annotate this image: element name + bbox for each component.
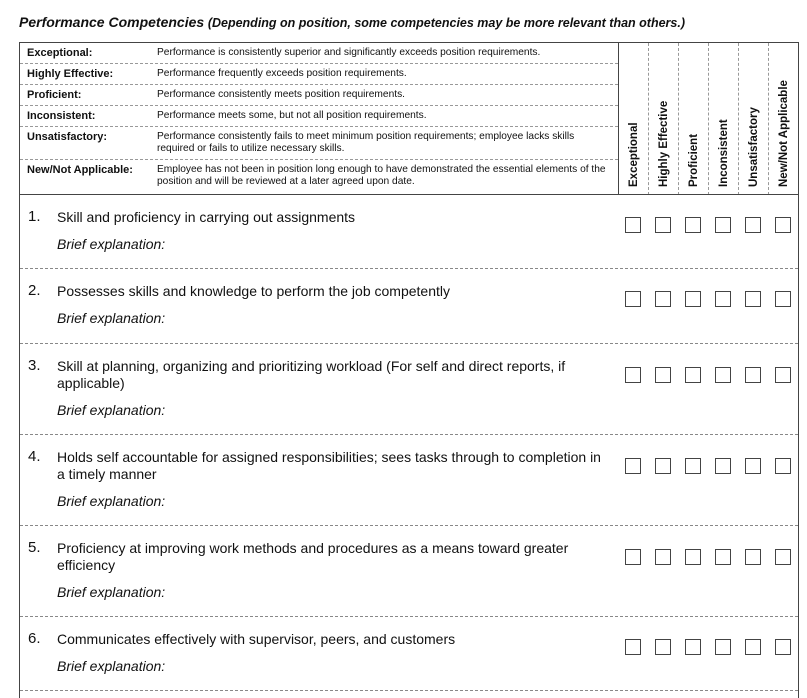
checkbox-inconsistent[interactable] (715, 291, 731, 307)
checkbox-unsatisfactory[interactable] (745, 217, 761, 233)
checkbox-new-not-applicable[interactable] (775, 367, 791, 383)
competency-list (19, 194, 799, 698)
checkbox-exceptional[interactable] (625, 367, 641, 383)
checkbox-exceptional[interactable] (625, 639, 641, 655)
item-number: 3. (28, 357, 41, 374)
legend-definition: Performance meets some, but not all position requirements. (157, 110, 427, 121)
column-header-new-not-applicable (768, 43, 798, 195)
competency-item (20, 344, 798, 435)
checkbox-inconsistent[interactable] (715, 458, 731, 474)
legend-row (20, 64, 618, 85)
item-text: Proficiency at improving work methods and procedures as a means toward greater efficiency (57, 540, 569, 573)
checkbox-unsatisfactory[interactable] (745, 367, 761, 383)
explanation-label[interactable]: Brief explanation: (57, 493, 166, 509)
section-title (19, 14, 685, 30)
legend-term: Unsatisfactory: (27, 131, 108, 143)
checkbox-unsatisfactory[interactable] (745, 291, 761, 307)
rating-checkboxes (625, 549, 795, 569)
checkbox-unsatisfactory[interactable] (745, 458, 761, 474)
checkbox-new-not-applicable[interactable] (775, 549, 791, 565)
item-number: 2. (28, 282, 41, 299)
checkbox-highly-effective[interactable] (655, 639, 671, 655)
item-number: 1. (28, 208, 41, 225)
column-label: Highly Effective (657, 100, 670, 187)
legend-row (20, 43, 618, 64)
column-header-inconsistent (708, 43, 738, 195)
legend-row (20, 160, 618, 195)
explanation-label[interactable]: Brief explanation: (57, 310, 166, 326)
item-number: 4. (28, 448, 41, 465)
explanation-label[interactable]: Brief explanation: (57, 236, 166, 252)
item-text: Communicates effectively with supervisor, peers, and customers (57, 631, 456, 647)
legend-definition: Employee has not been in position long enough to have demonstrated the essential elements of the position and will be reviewed at a later agreed upon date. (157, 164, 606, 187)
explanation-label[interactable]: Brief explanation: (57, 658, 166, 674)
checkbox-new-not-applicable[interactable] (775, 291, 791, 307)
legend-term: Inconsistent: (27, 110, 96, 122)
checkbox-proficient[interactable] (685, 549, 701, 565)
checkbox-proficient[interactable] (685, 367, 701, 383)
column-header-highly-effective (648, 43, 678, 195)
title-main: Performance Competencies (19, 14, 205, 30)
legend-term: Exceptional: (27, 47, 93, 59)
checkbox-exceptional[interactable] (625, 291, 641, 307)
column-label: New/Not Applicable (777, 80, 790, 187)
rating-checkboxes (625, 291, 795, 311)
column-label: Inconsistent (717, 119, 730, 187)
column-header-exceptional (618, 43, 648, 195)
item-text: Skill and proficiency in carrying out assignments (57, 209, 356, 225)
item-text: Possesses skills and knowledge to perform the job competently (57, 283, 450, 299)
column-label: Unsatisfactory (747, 107, 760, 187)
legend-term: Proficient: (27, 89, 82, 101)
competency-item (20, 435, 798, 526)
legend-term: New/Not Applicable: (27, 164, 133, 176)
rating-column-headers (618, 42, 799, 194)
legend-definition: Performance consistently meets position requirements. (157, 89, 406, 100)
rating-legend (19, 42, 618, 194)
checkbox-proficient[interactable] (685, 217, 701, 233)
checkbox-exceptional[interactable] (625, 458, 641, 474)
rating-checkboxes (625, 639, 795, 659)
legend-row (20, 85, 618, 106)
checkbox-proficient[interactable] (685, 291, 701, 307)
legend-definition: Performance is consistently superior and significantly exceeds position requirements. (157, 47, 541, 58)
checkbox-unsatisfactory[interactable] (745, 639, 761, 655)
competency-item (20, 195, 798, 269)
rating-checkboxes (625, 217, 795, 237)
column-label: Exceptional (627, 122, 640, 187)
checkbox-inconsistent[interactable] (715, 217, 731, 233)
legend-row (20, 127, 618, 160)
checkbox-unsatisfactory[interactable] (745, 549, 761, 565)
rating-checkboxes (625, 458, 795, 478)
checkbox-highly-effective[interactable] (655, 291, 671, 307)
item-text: Holds self accountable for assigned responsibilities; sees tasks through to completion in a timely manner (57, 449, 601, 482)
checkbox-proficient[interactable] (685, 639, 701, 655)
checkbox-exceptional[interactable] (625, 549, 641, 565)
checkbox-highly-effective[interactable] (655, 549, 671, 565)
checkbox-proficient[interactable] (685, 458, 701, 474)
explanation-label[interactable]: Brief explanation: (57, 402, 166, 418)
item-text: Skill at planning, organizing and prioritizing workload (For self and direct reports, if applicable) (57, 358, 566, 391)
legend-term: Highly Effective: (27, 68, 114, 80)
checkbox-new-not-applicable[interactable] (775, 639, 791, 655)
column-header-unsatisfactory (738, 43, 768, 195)
legend-definition: Performance frequently exceeds position requirements. (157, 68, 407, 79)
checkbox-new-not-applicable[interactable] (775, 217, 791, 233)
column-header-proficient (678, 43, 708, 195)
checkbox-exceptional[interactable] (625, 217, 641, 233)
checkbox-inconsistent[interactable] (715, 367, 731, 383)
legend-definition: Performance consistently fails to meet minimum position requirements; employee lacks skills required or fails to utilize necessary skills. (157, 131, 575, 154)
title-note: (Depending on position, some competencies may be more relevant than others.) (207, 16, 685, 30)
competency-item (20, 526, 798, 617)
checkbox-highly-effective[interactable] (655, 458, 671, 474)
rating-checkboxes (625, 367, 795, 387)
explanation-label[interactable]: Brief explanation: (57, 584, 166, 600)
checkbox-inconsistent[interactable] (715, 549, 731, 565)
competency-item (20, 617, 798, 691)
checkbox-highly-effective[interactable] (655, 367, 671, 383)
competency-item (20, 269, 798, 344)
item-number: 6. (28, 630, 41, 647)
item-number: 5. (28, 539, 41, 556)
checkbox-highly-effective[interactable] (655, 217, 671, 233)
column-label: Proficient (687, 133, 700, 187)
checkbox-inconsistent[interactable] (715, 639, 731, 655)
legend-row (20, 106, 618, 127)
checkbox-new-not-applicable[interactable] (775, 458, 791, 474)
